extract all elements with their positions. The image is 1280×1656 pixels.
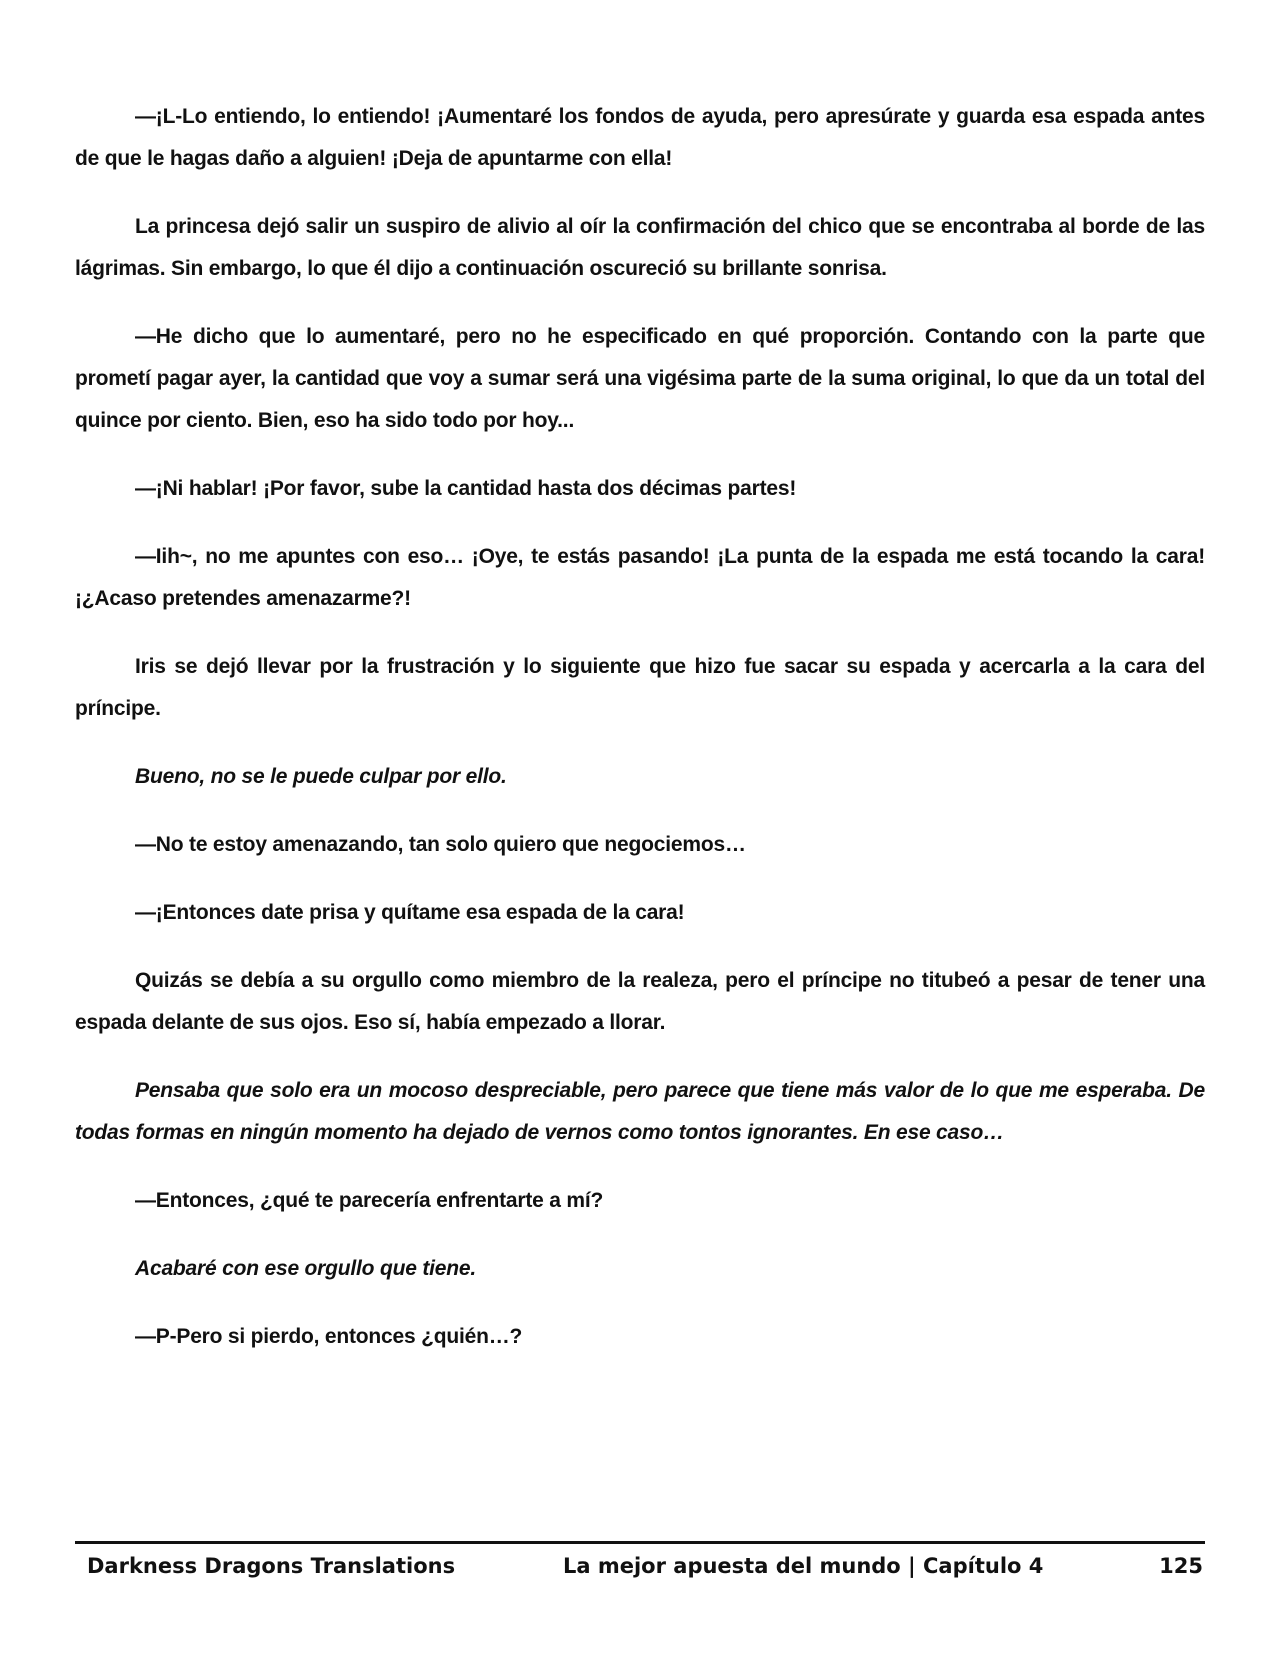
paragraph: —¡Entonces date prisa y quítame esa espada de la cara! xyxy=(135,901,685,924)
paragraph: —¡L-Lo entiendo, lo entiendo! ¡Aumentaré los fondos de ayuda, pero apresúrate y guarda esa espada antes de que le hagas daño a alguien! ¡Deja de apuntarme con ella! xyxy=(75,105,1205,170)
footer-book-chapter: La mejor apuesta del mundo | Capítulo 4 xyxy=(563,1554,1044,1578)
paragraph: —Iih~, no me apuntes con eso… ¡Oye, te estás pasando! ¡La punta de la espada me está tocando la cara! ¡¿Acaso pretendes amenazarme?! xyxy=(75,545,1205,610)
page-number: 125 xyxy=(1159,1554,1203,1578)
paragraph-italic: Bueno, no se le puede culpar por ello. xyxy=(135,765,507,788)
paragraph: —P-Pero si pierdo, entonces ¿quién…? xyxy=(135,1325,523,1348)
paragraph: —¡Ni hablar! ¡Por favor, sube la cantidad hasta dos décimas partes! xyxy=(135,477,797,500)
paragraph: Quizás se debía a su orgullo como miembro de la realeza, pero el príncipe no titubeó a pesar de tener una espada delante de sus ojos. Eso sí, había empezado a llorar. xyxy=(75,969,1205,1034)
paragraph-italic: Acabaré con ese orgullo que tiene. xyxy=(135,1257,476,1280)
paragraph: La princesa dejó salir un suspiro de alivio al oír la confirmación del chico que se encontraba al borde de las lágrimas. Sin embargo, lo que él dijo a continuación oscureció su brillante sonrisa. xyxy=(75,215,1205,280)
footer-group-name: Darkness Dragons Translations xyxy=(87,1554,456,1578)
page-body xyxy=(75,96,1205,1384)
paragraph: —He dicho que lo aumentaré, pero no he especificado en qué proporción. Contando con la parte que prometí pagar ayer, la cantidad que voy a sumar será una vigésima parte de la suma original, lo que da un total del quince por ciento. Bien, eso ha sido todo por hoy... xyxy=(75,325,1205,432)
paragraph: —Entonces, ¿qué te parecería enfrentarte a mí? xyxy=(135,1189,604,1212)
footer-row xyxy=(75,1544,1205,1584)
paragraph-italic: Pensaba que solo era un mocoso despreciable, pero parece que tiene más valor de lo que me esperaba. De todas formas en ningún momento ha dejado de vernos como tontos ignorantes. En ese caso… xyxy=(75,1079,1205,1144)
paragraph: Iris se dejó llevar por la frustración y lo siguiente que hizo fue sacar su espada y acercarla a la cara del príncipe. xyxy=(75,655,1205,720)
paragraph: —No te estoy amenazando, tan solo quiero que negociemos… xyxy=(135,833,746,856)
page-footer xyxy=(75,1541,1205,1584)
